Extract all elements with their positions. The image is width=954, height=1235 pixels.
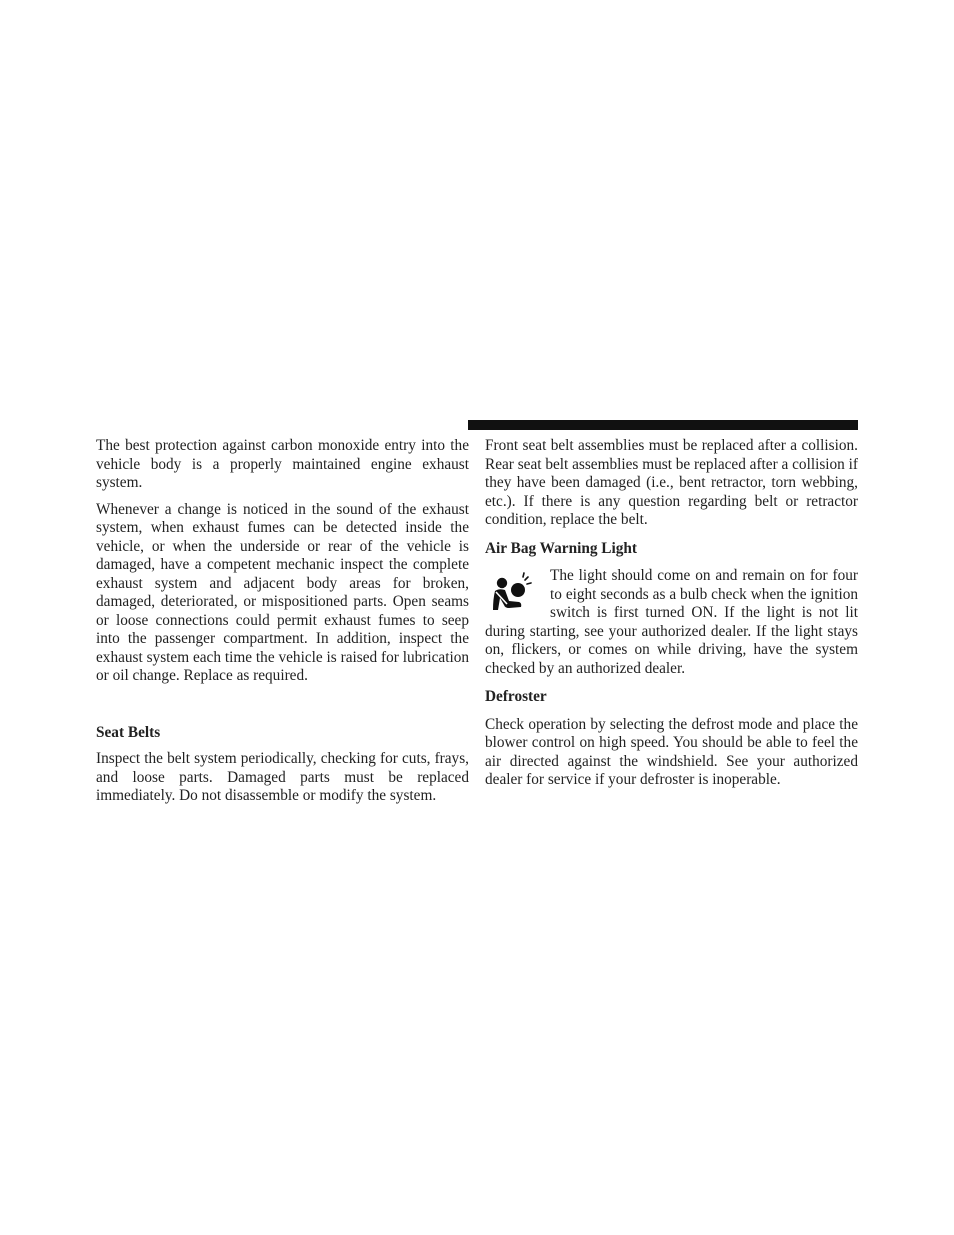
defroster-heading: Defroster (485, 688, 547, 705)
left-column (96, 437, 469, 814)
right-column (485, 437, 858, 798)
exhaust-protection-paragraph: The best protection against carbon monoxide entry into the vehicle body is a properly maintained engine exhaust system. (96, 437, 469, 491)
seat-belts-heading: Seat Belts (96, 723, 161, 741)
section-header-bar (468, 420, 858, 430)
seat-belts-paragraph: Inspect the belt system periodically, checking for cuts, frays, and loose parts. Damaged parts must be replaced immediately. Do not disassemble or modify the system. (96, 750, 469, 804)
airbag-section (485, 567, 858, 678)
airbag-warning-icon (485, 571, 535, 621)
airbag-warning-paragraph: The light should come on and remain on for four to eight seconds as a bulb check when the ignition switch is first turned ON. If the light is not lit during starting, see your authorized dealer. If the light stays on, flickers, or comes on while driving, have the system checked by an authorized dealer. (485, 567, 858, 677)
exhaust-inspection-paragraph: Whenever a change is noticed in the sound of the exhaust system, when exhaust fumes can be detected inside the vehicle, or when the underside or rear of the vehicle is damaged, have a competent mechanic inspect the complete exhaust system and adjacent body areas for broken, damaged, deteriorated, or mispositioned parts. Open seams or loose connections could permit exhaust fumes to seep into the passenger compartment. In addition, inspect the exhaust system each time the vehicle is raised for lubrication or oil change. Replace as required. (96, 500, 469, 684)
defroster-paragraph: Check operation by selecting the defrost mode and place the blower control on high speed. You should be able to feel the air directed against the windshield. See your authorized dealer for service if your defroster is inoperable. (485, 715, 858, 788)
seat-belt-replacement-paragraph: Front seat belt assemblies must be replaced after a collision. Rear seat belt assemblies must be replaced after a collision if they have been damaged (i.e., bent retractor, torn webbing, etc.). If there is any question regarding belt or retractor condition, replace the belt. (485, 437, 858, 528)
airbag-warning-heading: Air Bag Warning Light (485, 539, 638, 557)
